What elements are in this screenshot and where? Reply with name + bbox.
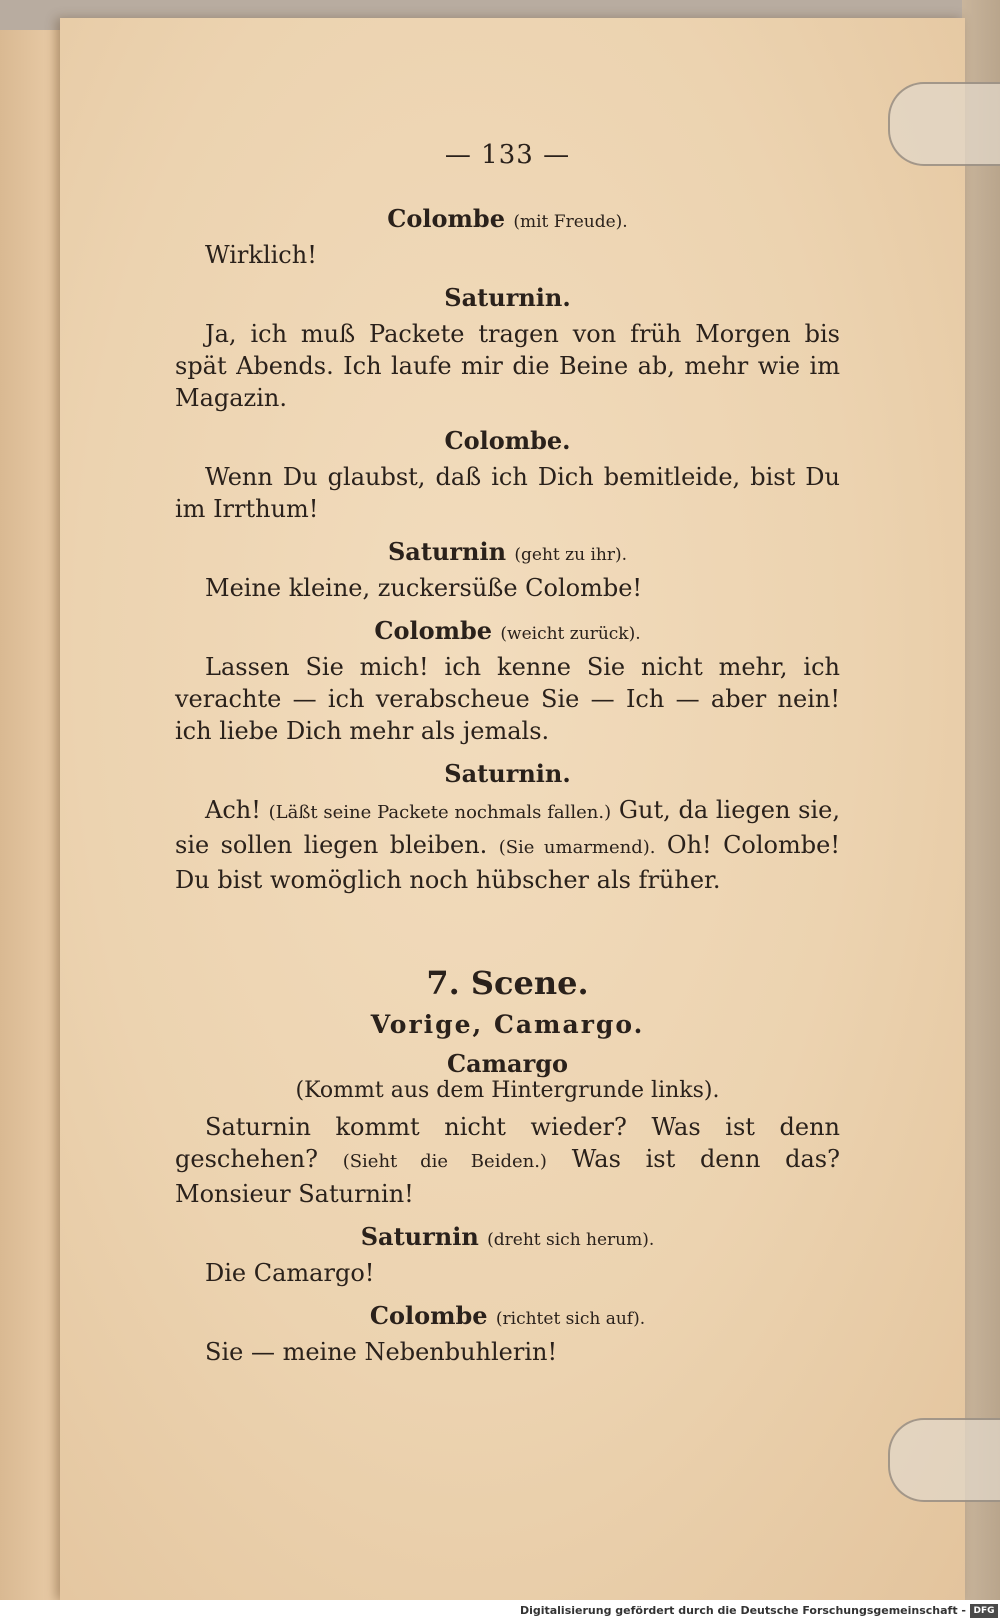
speaker-name: Saturnin. (444, 759, 571, 788)
stage-direction: (geht zu ihr). (514, 545, 628, 565)
dialogue-block-8 (175, 1222, 840, 1289)
speaker-name: Camargo (446, 1049, 569, 1078)
speaker-name: Saturnin (387, 537, 507, 566)
line-part: Gut, da liegen sie, sie sollen liegen bleiben. (175, 796, 840, 859)
scene-cast: Vorige, Camargo. (370, 1010, 645, 1039)
inline-direction: (Läßt seine Packete nochmals fallen.) (268, 802, 612, 823)
line-part: Was ist denn das? Monsieur Saturnin! (175, 1145, 840, 1208)
spoken-line: Wirklich! (205, 241, 317, 269)
spoken-line: Ja, ich muß Packete tragen von früh Morgen bis spät Abends. Ich laufe mir die Beine ab, mehr wie im Magazin. (175, 320, 840, 412)
right-binding-edge (962, 0, 1000, 1600)
footer-credit: Digitalisierung gefördert durch die Deutsche Forschungsgemeinschaft - (519, 1604, 966, 1617)
speaker-name: Colombe (369, 1301, 488, 1330)
speaker-heading (175, 1301, 840, 1330)
speaker-name: Colombe (387, 204, 505, 233)
footer-bar (0, 1600, 1000, 1624)
speaker-name: Saturnin (360, 1222, 479, 1251)
inline-direction: (Sieht die Beiden.) (342, 1151, 547, 1172)
dialogue-block-6 (175, 759, 840, 896)
page-content (175, 140, 840, 1378)
speaker-heading (175, 1222, 840, 1251)
speaker-heading (175, 426, 840, 455)
dialogue-block-3 (175, 426, 840, 525)
dialogue-block-9 (175, 1301, 840, 1368)
dialogue-block-2 (175, 283, 840, 414)
dialogue-block-5 (175, 616, 840, 747)
stage-direction: (Kommt aus dem Hintergrunde links). (295, 1078, 720, 1103)
line-part: Saturnin kommt nicht wieder? Was ist denn geschehen? (175, 1113, 840, 1173)
spoken-line: Wenn Du glaubst, daß ich Dich bemitleide, bist Du im Irrthum! (175, 463, 840, 523)
spoken-line: Lassen Sie mich! ich kenne Sie nicht mehr, ich verachte — ich verabscheue Sie — Ich — aber nein! ich liebe Dich mehr als jemals. (175, 653, 840, 745)
dfg-logo: DFG (970, 1604, 998, 1618)
spoken-line: Die Camargo! (205, 1259, 375, 1287)
speaker-name: Colombe (374, 616, 493, 645)
dialogue-block-7 (175, 1049, 840, 1210)
speaker-name: Saturnin. (444, 283, 571, 312)
spoken-line: Meine kleine, zuckersüße Colombe! (205, 574, 643, 602)
stage-direction: (dreht sich herum). (487, 1230, 655, 1250)
stage-direction: (mit Freude). (513, 212, 628, 232)
speaker-heading (175, 537, 840, 566)
speaker-name: Colombe. (444, 426, 571, 455)
spoken-line (175, 1111, 840, 1210)
stage-direction: (richtet sich auf). (495, 1309, 646, 1329)
page-number: — 133 — (444, 140, 571, 170)
dialogue-block-4 (175, 537, 840, 604)
speaker-heading (175, 759, 840, 788)
scene-title: 7. Scene. (426, 964, 589, 1002)
speaker-heading (175, 1049, 840, 1103)
speaker-heading (175, 283, 840, 312)
dialogue-block-1 (175, 204, 840, 271)
speaker-heading (175, 204, 840, 233)
spoken-line (175, 794, 840, 896)
line-part: Oh! Colombe! Du bist womöglich noch hübscher als früher. (175, 831, 840, 894)
spoken-line: Sie — meine Nebenbuhlerin! (205, 1338, 558, 1366)
speaker-heading (175, 616, 840, 645)
line-part: Ach! (205, 796, 261, 824)
page-clip-bottom (888, 1418, 1000, 1502)
page-clip-top (888, 82, 1000, 166)
inline-direction: (Sie umarmend). (498, 837, 656, 858)
stage-direction: (weicht zurück). (500, 624, 641, 644)
